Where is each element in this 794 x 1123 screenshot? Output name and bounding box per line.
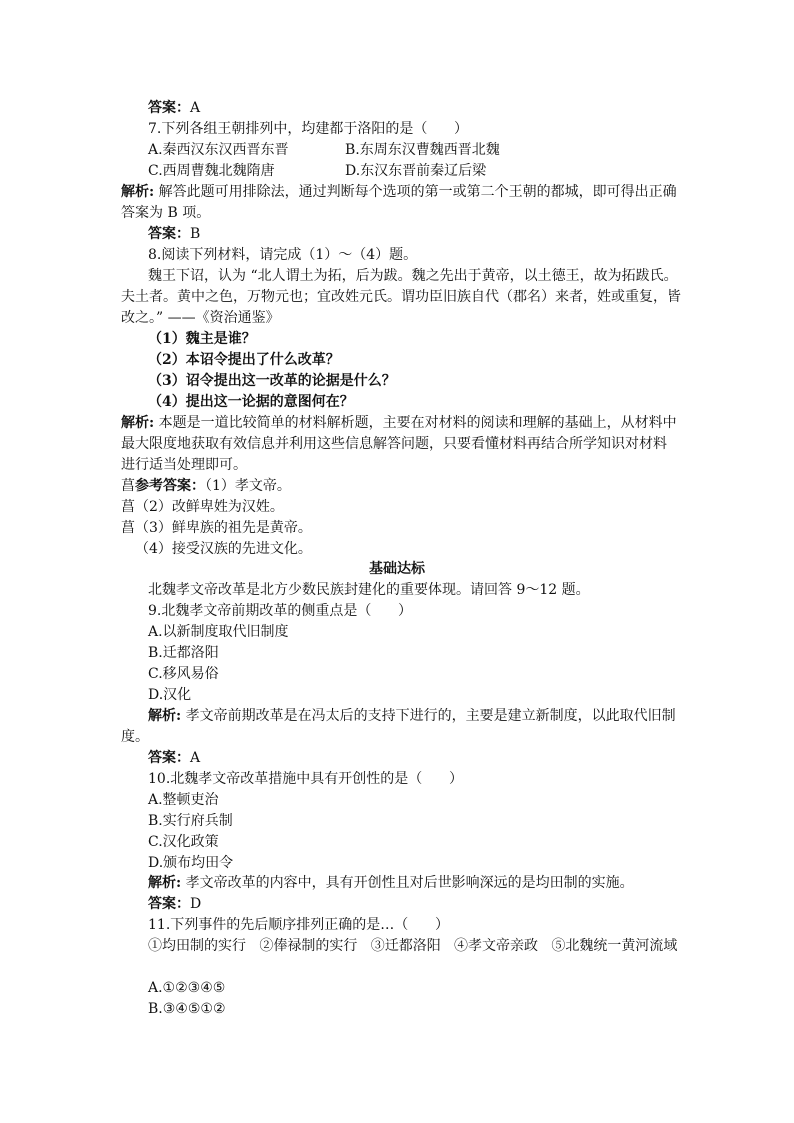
- question-7: 7.下列各组王朝排列中，均建都于洛阳的是（ ）: [148, 121, 469, 137]
- answer-line: 答案：B: [148, 226, 201, 242]
- material-line: 夫土者。黄中之色，万物元也；宜改姓元氏。谓功臣旧族自代（郡名）来者，姓或重复，皆: [121, 289, 681, 305]
- option-b: B.迁都洛阳: [148, 645, 219, 661]
- option-c: C.汉化政策: [148, 834, 219, 850]
- reference-answer: （4）接受汉族的先进文化。: [135, 541, 312, 557]
- option-b: B.东周东汉曹魏西晋北魏: [345, 142, 500, 158]
- option-b: B.③④⑤①②: [148, 1001, 226, 1017]
- section-title: 基础达标: [369, 561, 425, 577]
- question-8: 8.阅读下列材料，请完成（1）～（4）题。: [148, 247, 418, 263]
- question-9: 9.北魏孝文帝前期改革的侧重点是（ ）: [148, 603, 413, 619]
- option-d: D.颁布均田令: [148, 855, 234, 871]
- explanation-line: 进行适当处理即可。: [121, 457, 247, 473]
- explanation-line: 最大限度地获取有效信息并利用这些信息解答问题，只要看懂材料再结合所学知识对材料: [121, 436, 667, 452]
- option-b: B.实行府兵制: [148, 813, 233, 829]
- material-line: 魏王下诏，认为 “北人谓土为拓，后为跋。魏之先出于黄帝，以土德王，故为拓跋氏。: [148, 268, 678, 284]
- explanation-line: 解析: 孝文帝改革的内容中，具有开创性且对后世影响深远的是均田制的实施。: [148, 875, 634, 891]
- explanation-line: 解析: 本题是一道比较简单的材料解析题，主要在对材料的阅读和理解的基础上，从材料中: [121, 415, 677, 431]
- reference-answer: 菖（2）改鲜卑姓为汉姓。: [121, 499, 284, 515]
- reference-answer: 菖参考答案：（1）孝文帝。: [121, 478, 291, 494]
- material-line: 改之。” ——《资治通鉴》: [121, 310, 280, 326]
- option-a: A.以新制度取代旧制度: [148, 624, 289, 640]
- question-10: 10.北魏孝文帝改革措施中具有开创性的是（ ）: [148, 771, 463, 787]
- sub-question: （3）诏令提出这一改革的论据是什么？: [148, 373, 396, 389]
- option-a: A.①②③④⑤: [148, 980, 226, 996]
- option-d: D.汉化: [148, 687, 192, 703]
- explanation-line: 解析: 孝文帝前期改革是在冯太后的支持下进行的，主要是建立新制度，以此取代旧制: [148, 708, 676, 724]
- question-11: 11.下列事件的先后顺序排列正确的是…（ ）: [148, 917, 449, 933]
- option-d: D.东汉东晋前秦辽后梁: [345, 163, 487, 179]
- section-intro: 北魏孝文帝改革是北方少数民族封建化的重要体现。请回答 9～12 题。: [148, 582, 590, 598]
- explanation-line: 度。: [121, 729, 149, 745]
- sub-question: （4）提出这一论据的意图何在？: [148, 394, 354, 410]
- event-list: ①均田制的实行 ②俸禄制的实行 ③迁都洛阳 ④孝文帝亲政 ⑤北魏统一黄河流域: [148, 938, 678, 954]
- option-c: C.移风易俗: [148, 666, 219, 682]
- option-a: A.整顿吏治: [148, 792, 219, 808]
- option-c: C.西周曹魏北魏隋唐: [148, 163, 275, 179]
- answer-line: 答案：A: [148, 750, 201, 766]
- sub-question: （2）本诏令提出了什么改革？: [148, 352, 340, 368]
- reference-answer: 菖（3）鲜卑族的祖先是黄帝。: [121, 520, 312, 536]
- explanation-line: 解析: 解答此题可用排除法，通过判断每个选项的第一或第二个王朝的都城，即可得出正确: [121, 184, 677, 200]
- sub-question: （1）魏主是谁？: [148, 331, 256, 347]
- answer-line: 答案：A: [148, 100, 201, 116]
- explanation-line: 答案为 B 项。: [121, 205, 211, 221]
- answer-line: 答案：D: [148, 896, 202, 912]
- option-a: A.秦西汉东汉西晋东晋: [148, 142, 289, 158]
